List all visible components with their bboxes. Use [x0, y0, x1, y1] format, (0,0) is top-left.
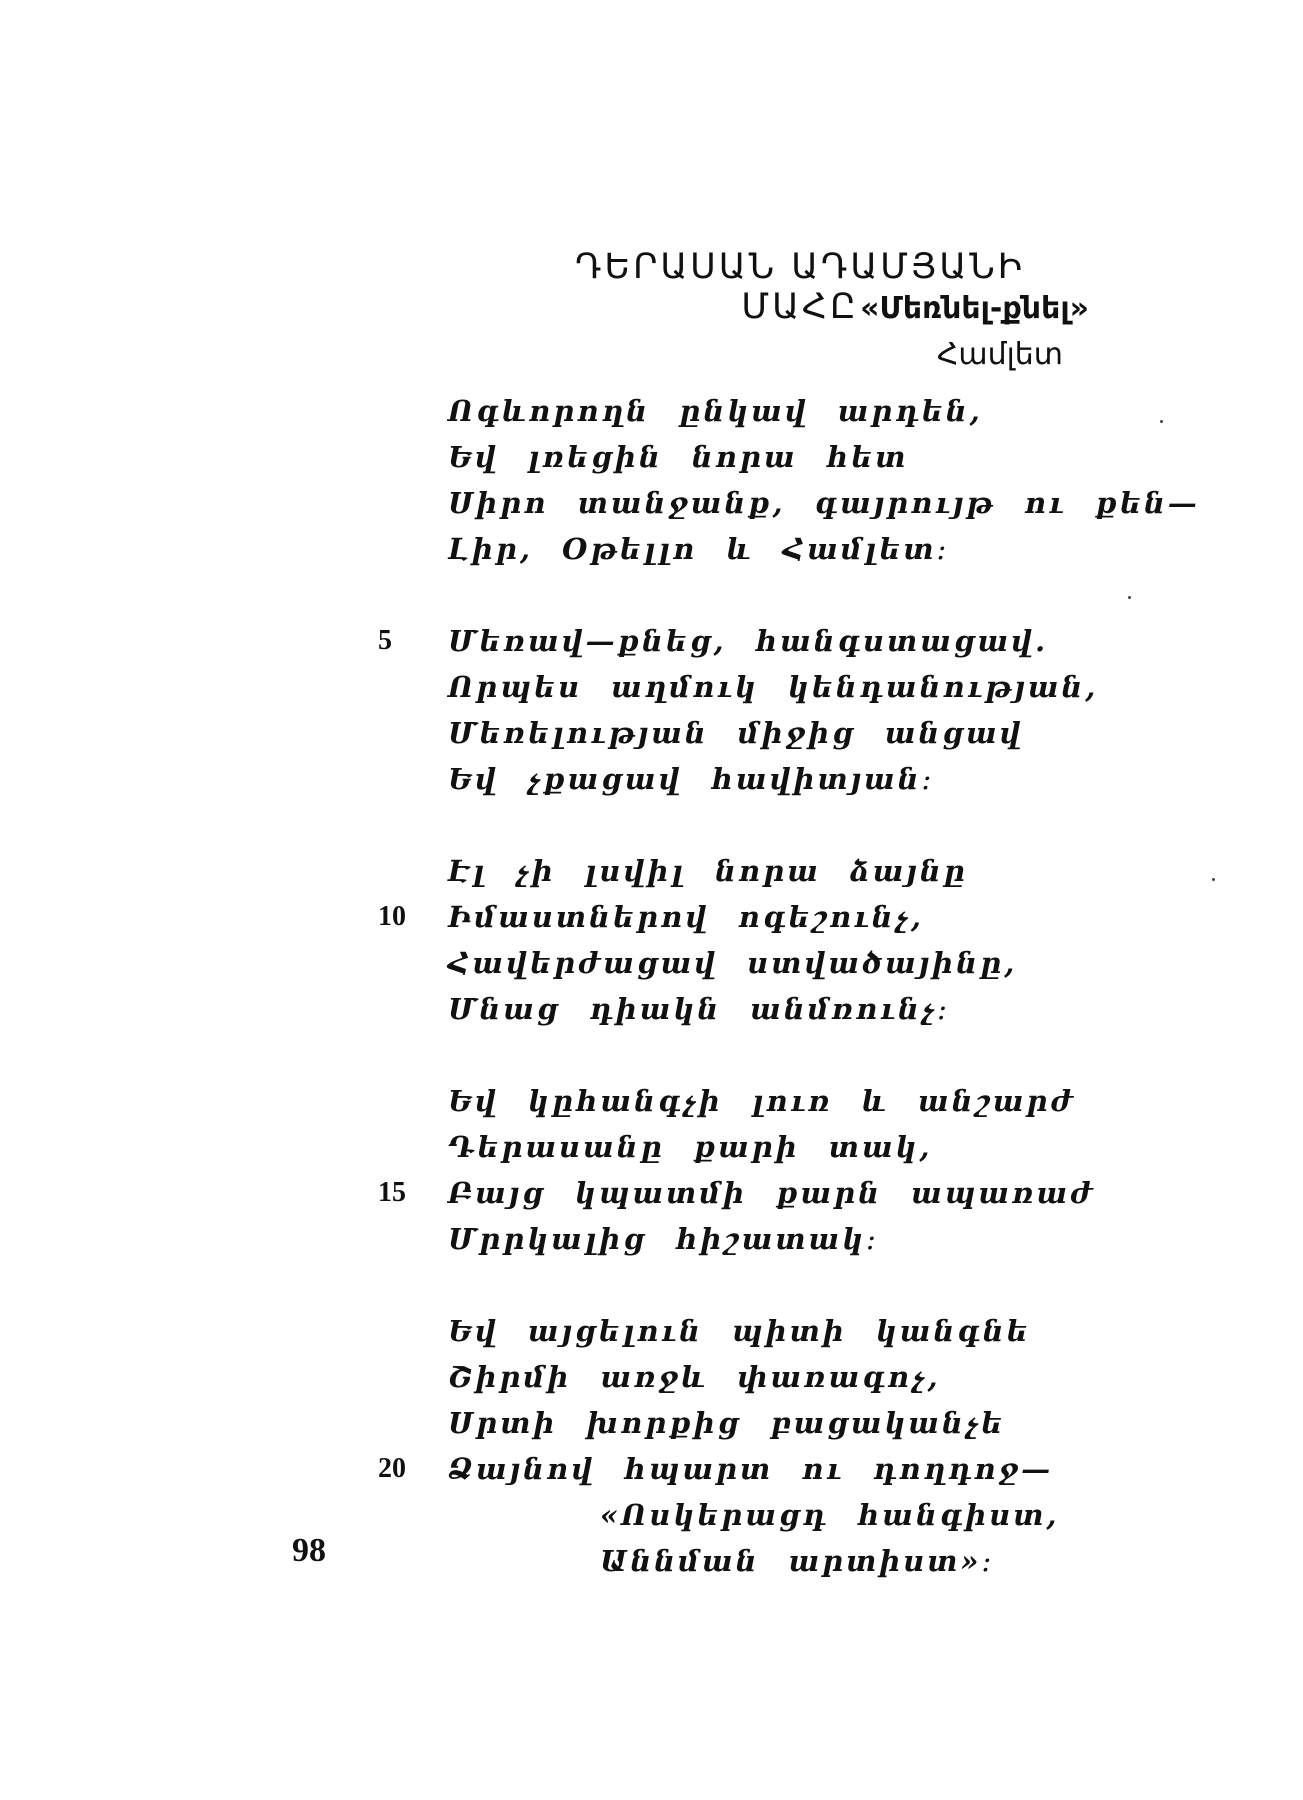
line-text: Իմաստներով ոգեշունչ,	[448, 900, 924, 934]
line-text: Աննման արտիստ»։	[600, 1544, 995, 1578]
line-text: Սրտի խորքից բացականչե	[448, 1406, 1006, 1440]
poem-line	[0, 1078, 1303, 1124]
poem-line	[0, 1354, 1303, 1400]
page-number: 98	[292, 1532, 326, 1569]
line-number: 5	[378, 625, 392, 656]
poem-line-indented	[0, 1538, 1303, 1584]
line-text: Հավերժացավ ստվածայինը,	[448, 946, 1018, 980]
poem-line	[0, 388, 1303, 434]
line-text: Ձայնով հպարտ ու դողդոջ—	[448, 1452, 1054, 1486]
line-text: Ոգևորողն ընկավ արդեն,	[448, 394, 983, 428]
line-text: Մեռավ—քնեց, հանգստացավ.	[448, 624, 1049, 658]
line-text: Մեռելության միջից անցավ	[448, 716, 1024, 750]
line-text: Որպես աղմուկ կենդանության,	[448, 670, 1099, 704]
poem-line	[0, 848, 1303, 894]
poem-line	[0, 940, 1303, 986]
line-number: 10	[378, 901, 406, 932]
poem-line	[0, 1124, 1303, 1170]
poem-line	[0, 618, 1303, 664]
poem-title: ԴԵՐԱՍԱՆ ԱԴԱՄՅԱՆԻ ՄԱՀԸ	[575, 247, 1025, 328]
line-text: Էլ չի լսվիլ նորա ձայնը	[448, 854, 968, 888]
poem-line	[0, 894, 1303, 940]
scan-speck	[1128, 596, 1131, 599]
epigraph	[860, 286, 1089, 378]
line-number: 15	[378, 1177, 406, 1208]
epigraph-quote: «Մեռնել-քնել»	[860, 291, 1089, 326]
line-text: Եվ այցելուն պիտի կանգնե	[448, 1314, 1031, 1348]
stanza-5	[0, 1308, 1303, 1584]
poem-line-indented	[0, 1492, 1303, 1538]
line-text: Եվ կըհանգչի լուռ և անշարժ	[448, 1084, 1076, 1118]
scan-speck	[1212, 878, 1215, 881]
line-text: Դերասանը քարի տակ,	[448, 1130, 933, 1164]
stanza-1	[0, 388, 1303, 572]
poem-line	[0, 434, 1303, 480]
line-text: «Ոսկերացդ հանգիստ,	[600, 1498, 1060, 1532]
line-number: 20	[378, 1453, 406, 1484]
stanza-2	[0, 618, 1303, 802]
poem-line	[0, 1170, 1303, 1216]
poem-line	[0, 1308, 1303, 1354]
poem-line	[0, 1446, 1303, 1492]
poem-line	[0, 710, 1303, 756]
poem-line	[0, 480, 1303, 526]
epigraph-author: Համլետ	[936, 337, 1063, 372]
line-text: Եվ չքացավ հավիտյան։	[448, 762, 935, 796]
poem-body	[0, 388, 1303, 1630]
poem-line	[0, 526, 1303, 572]
poem-line	[0, 1216, 1303, 1262]
line-text: Բայց կպատմի քարն ապառաժ	[448, 1176, 1096, 1210]
line-text: Մրրկալից հիշատակ։	[448, 1222, 879, 1256]
line-text: Սիրո տանջանք, գայրույթ ու քեն—	[448, 486, 1200, 520]
scan-speck	[1160, 420, 1163, 423]
poem-line	[0, 1400, 1303, 1446]
poem-line	[0, 986, 1303, 1032]
line-text: Եվ լռեցին նորա հետ	[448, 440, 909, 474]
line-text: Շիրմի առջև փառագոչ,	[448, 1360, 941, 1394]
stanza-4	[0, 1078, 1303, 1262]
stanza-3	[0, 848, 1303, 1032]
line-text: Լիր, Օթելլո և Համլետ։	[448, 532, 950, 566]
poem-line	[0, 756, 1303, 802]
line-text: Մնաց դիակն անմռունչ։	[448, 992, 950, 1026]
poem-line	[0, 664, 1303, 710]
